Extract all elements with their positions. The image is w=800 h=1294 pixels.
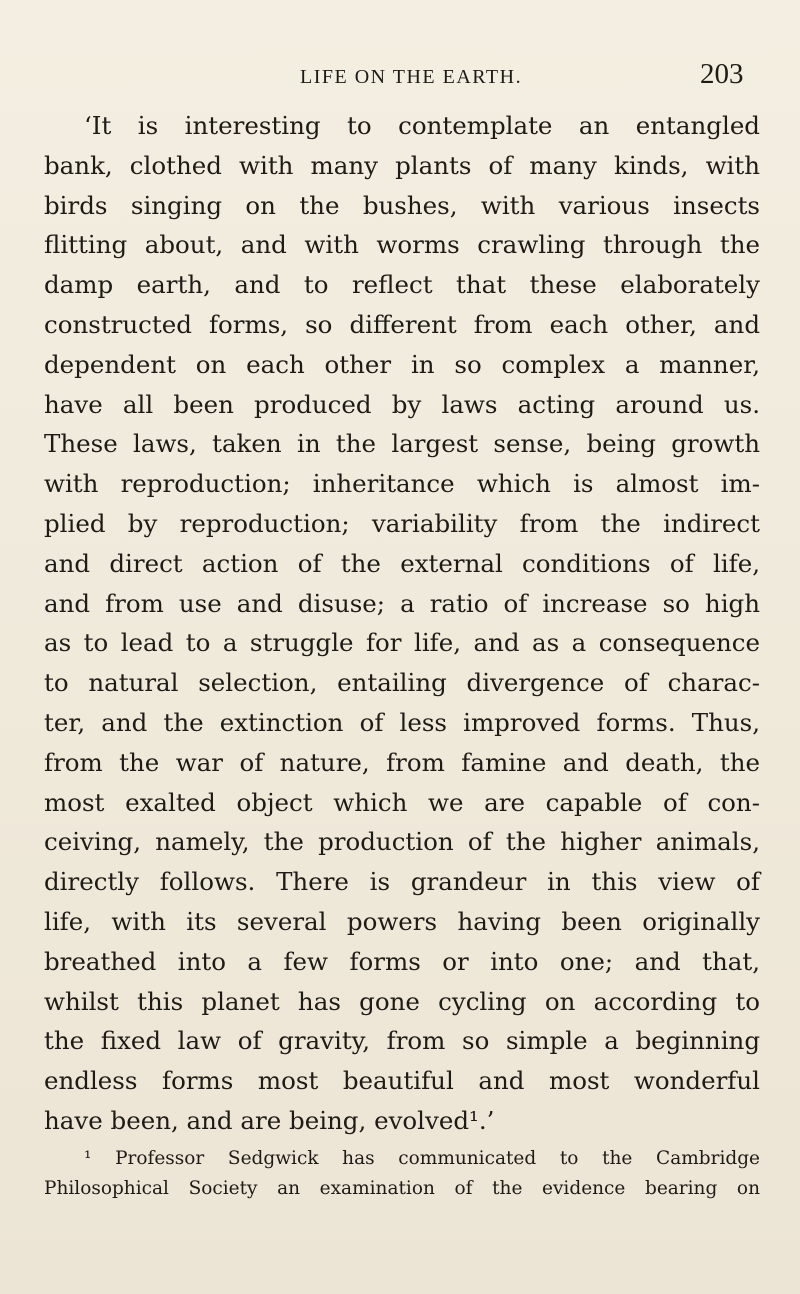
text-line: with reproduction; inheritance which is almost im- [44, 469, 760, 499]
text-line: have been, and are being, evolved¹.’ [44, 1105, 495, 1135]
footnote-line: Philosophical Society an examination of the evidence bearing on [44, 1178, 760, 1199]
text-line: constructed forms, so different from each other, and [44, 309, 760, 339]
text-line: ter, and the extinction of less improved forms. Thus, [44, 707, 760, 737]
footnote-line: ¹ Professor Sedgwick has communicated to the Cambridge [84, 1148, 760, 1169]
text-line: ceiving, namely, the production of the higher animals, [44, 827, 760, 857]
running-head [0, 58, 800, 98]
text-line: as to lead to a struggle for life, and as a consequence [44, 628, 760, 658]
text-line: directly follows. There is grandeur in this view of [44, 867, 760, 897]
text-line: the fixed law of gravity, from so simple a beginning [44, 1026, 760, 1056]
text-line: from the war of nature, from famine and death, the [44, 747, 760, 777]
text-line: birds singing on the bushes, with various insects [44, 190, 760, 220]
text-line: ‘It is interesting to contemplate an entangled [84, 111, 760, 140]
text-line: bank, clothed with many plants of many kinds, with [44, 150, 760, 180]
body-paragraph [44, 106, 760, 1141]
text-line: life, with its several powers having been originally [44, 906, 760, 936]
text-line: dependent on each other in so complex a manner, [44, 349, 760, 379]
text-line: flitting about, and with worms crawling through the [44, 230, 760, 260]
footnote [44, 1144, 760, 1204]
text-line: whilst this planet has gone cycling on according to [44, 986, 760, 1016]
text-line: most exalted object which we are capable of con- [44, 787, 760, 817]
running-title: LIFE ON THE EARTH. [300, 66, 523, 88]
text-line: have all been produced by laws acting around us. [44, 389, 760, 419]
text-line: endless forms most beautiful and most wonderful [44, 1066, 760, 1096]
text-line: and from use and disuse; a ratio of increase so high [44, 588, 760, 618]
text-line: plied by reproduction; variability from the indirect [44, 508, 760, 538]
text-line: to natural selection, entailing divergence of charac- [44, 668, 760, 698]
text-line: breathed into a few forms or into one; and that, [44, 946, 760, 976]
text-line: damp earth, and to reflect that these elaborately [44, 270, 760, 300]
text-line: These laws, taken in the largest sense, being growth [44, 429, 760, 459]
text-line: and direct action of the external conditions of life, [44, 548, 760, 578]
page-number: 203 [700, 58, 744, 90]
